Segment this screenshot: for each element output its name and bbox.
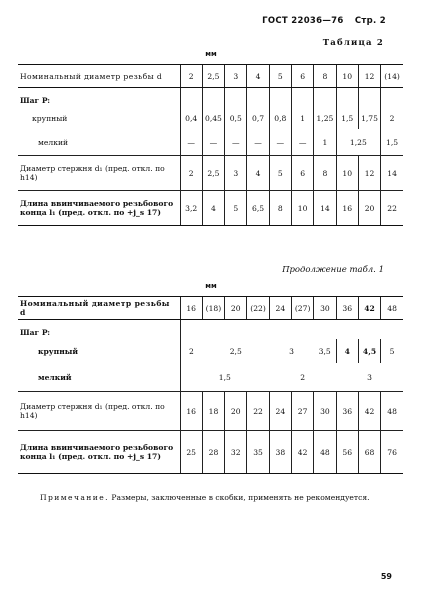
- stem-cell: 36: [336, 392, 358, 431]
- table2-stem-row: [18, 392, 403, 431]
- stem-cell: 12: [358, 156, 380, 191]
- stem-cell: 14: [381, 156, 403, 191]
- stem-cell: 27: [291, 392, 313, 431]
- coarse-cell: 0,7: [247, 107, 269, 129]
- length-cell: 28: [202, 431, 224, 474]
- table2-caption: Продолжение табл. 1: [282, 265, 384, 275]
- page-header: [254, 16, 386, 26]
- length-cell: 22: [381, 191, 403, 226]
- fine-cell: 1: [314, 129, 336, 156]
- stem-cell: 30: [314, 392, 336, 431]
- diameter-cell: (27): [291, 297, 313, 320]
- table1-fine-row: [18, 129, 403, 156]
- stem-cell: 3: [225, 156, 247, 191]
- fine-cell: 1,5: [180, 363, 269, 392]
- stem-cell: 10: [336, 156, 358, 191]
- coarse-cell: 3: [289, 346, 294, 356]
- table2-pitch-row: [18, 320, 403, 340]
- coarse-cell: 0,4: [180, 107, 202, 129]
- diameter-label: Номинальный диаметр резьбы d: [18, 65, 180, 88]
- fine-cell: —: [269, 129, 291, 156]
- table1-unit: мм: [205, 50, 217, 58]
- stem-cell: 5: [269, 156, 291, 191]
- diameter-cell: 3: [225, 65, 247, 88]
- length-cell: 48: [314, 431, 336, 474]
- diameter-cell: 42: [358, 297, 380, 320]
- diameter-cell: 12: [358, 65, 380, 88]
- diameter-cell: 30: [314, 297, 336, 320]
- fine-label: мелкий: [38, 137, 69, 147]
- diameter-cell: 36: [336, 297, 358, 320]
- fine-cell: 3: [367, 372, 372, 382]
- diameter-cell: 16: [180, 297, 202, 320]
- length-cell: 38: [269, 431, 291, 474]
- coarse-cell: 4,5: [358, 339, 380, 363]
- standard-number: ГОСТ 22036—76: [262, 16, 344, 26]
- length-cell: 56: [336, 431, 358, 474]
- page-indicator: Стр. 2: [354, 16, 386, 26]
- table1-coarse-row: [18, 107, 403, 129]
- fine-label: мелкий: [38, 372, 72, 382]
- fine-cell: —: [180, 129, 202, 156]
- length-label: Длина ввинчиваемого резьбового конца l₁ (пред. откл. по +j_s 17): [18, 191, 180, 226]
- coarse-cell: 1,75: [358, 107, 380, 129]
- stem-label: Диаметр стержня d₁ (пред. откл. по h14): [18, 156, 180, 191]
- table1-length-row: [18, 191, 403, 226]
- coarse-cell: 1: [291, 107, 313, 129]
- length-cell: 10: [291, 191, 313, 226]
- length-cell: 42: [291, 431, 313, 474]
- length-cell: 32: [225, 431, 247, 474]
- length-cell: 14: [314, 191, 336, 226]
- stem-cell: 16: [180, 392, 202, 431]
- stem-cell: 20: [225, 392, 247, 431]
- length-label: Длина ввинчиваемого резьбового конца l₁ (пред. откл. по +j_s 17): [18, 431, 180, 474]
- pitch-label: Шаг P:: [20, 96, 51, 105]
- length-cell: 16: [336, 191, 358, 226]
- stem-cell: 6: [291, 156, 313, 191]
- diameter-label: Номинальный диаметр резьбы d: [18, 297, 180, 320]
- diameter-cell: 8: [314, 65, 336, 88]
- table2-fine-row: [18, 363, 403, 392]
- coarse-cell: 1,25: [314, 107, 336, 129]
- fine-cell: 2: [300, 372, 306, 382]
- length-cell: 4: [202, 191, 224, 226]
- length-cell: 25: [180, 431, 202, 474]
- stem-cell: 42: [358, 392, 380, 431]
- stem-label: Диаметр стержня d₁ (пред. откл. по h14): [18, 392, 180, 431]
- table1-stem-row: [18, 156, 403, 191]
- coarse-cell: 3,5: [318, 346, 331, 356]
- stem-cell: 8: [314, 156, 336, 191]
- table2-unit: мм: [205, 282, 217, 290]
- table2-coarse-row: [18, 339, 403, 363]
- fine-cell: 1,5: [381, 129, 403, 156]
- note-heading: Примечание.: [40, 493, 109, 502]
- length-cell: 68: [358, 431, 380, 474]
- stem-cell: 22: [247, 392, 269, 431]
- table2-length-row: [18, 431, 403, 474]
- page-number: 59: [380, 572, 392, 581]
- table1-diameter-row: [18, 65, 403, 88]
- coarse-cell: 0,45: [202, 107, 224, 129]
- table2-diameter-row: [18, 297, 403, 320]
- length-cell: 6,5: [247, 191, 269, 226]
- stem-cell: 2,5: [202, 156, 224, 191]
- fine-cell: —: [247, 129, 269, 156]
- length-cell: 8: [269, 191, 291, 226]
- coarse-cell: 5: [381, 339, 403, 363]
- diameter-cell: (18): [202, 297, 224, 320]
- diameter-cell: 24: [269, 297, 291, 320]
- coarse-cell: 0,5: [225, 107, 247, 129]
- coarse-cell: 2: [180, 339, 202, 363]
- stem-cell: 18: [202, 392, 224, 431]
- length-cell: 3,2: [180, 191, 202, 226]
- length-cell: 20: [358, 191, 380, 226]
- length-cell: 5: [225, 191, 247, 226]
- length-cell: 76: [381, 431, 403, 474]
- diameter-cell: 48: [381, 297, 403, 320]
- diameter-cell: 6: [291, 65, 313, 88]
- diameter-cell: 2: [180, 65, 202, 88]
- diameter-cell: 20: [225, 297, 247, 320]
- table1-caption: Таблица 2: [322, 38, 384, 48]
- diameter-cell: (22): [247, 297, 269, 320]
- coarse-cell: 0,8: [269, 107, 291, 129]
- fine-cell: —: [225, 129, 247, 156]
- coarse-cell: 4: [336, 339, 358, 363]
- diameter-cell: 4: [247, 65, 269, 88]
- diameter-cell: 5: [269, 65, 291, 88]
- stem-cell: 48: [381, 392, 403, 431]
- stem-cell: 4: [247, 156, 269, 191]
- stem-cell: 2: [180, 156, 202, 191]
- coarse-cell: 2: [381, 107, 403, 129]
- diameter-cell: 2,5: [202, 65, 224, 88]
- fine-cell: —: [202, 129, 224, 156]
- coarse-label: крупный: [38, 346, 79, 356]
- table1: [18, 64, 403, 226]
- fine-cell: —: [291, 129, 313, 156]
- coarse-cell: 1,5: [336, 107, 358, 129]
- table2: [18, 296, 403, 474]
- stem-cell: 24: [269, 392, 291, 431]
- coarse-label: крупный: [32, 113, 68, 123]
- diameter-cell: (14): [381, 65, 403, 88]
- pitch-label: Шаг P:: [20, 328, 51, 337]
- length-cell: 35: [247, 431, 269, 474]
- note-text: Размеры, заключенные в скобки, применять не рекомендуется.: [111, 493, 370, 502]
- table1-pitch-row: [18, 88, 403, 108]
- coarse-cell: 2,5: [229, 346, 242, 356]
- diameter-cell: 10: [336, 65, 358, 88]
- fine-cell: 1,25: [336, 129, 381, 156]
- table-note: [18, 493, 403, 503]
